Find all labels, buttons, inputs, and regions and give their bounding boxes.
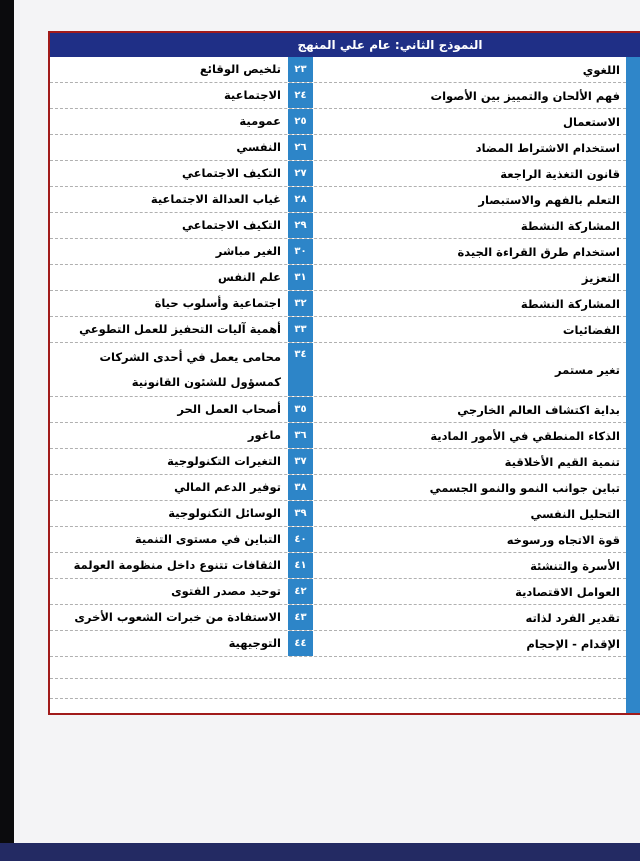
question-number: ٣٨	[288, 475, 313, 500]
table-row	[50, 343, 626, 397]
question-number: ٢٤	[288, 83, 313, 108]
right-answer-cell: الأسرة والتنشئة	[530, 558, 620, 573]
question-number: ٣٩	[288, 501, 313, 526]
table-row	[50, 423, 626, 449]
right-answer-cell: تباين جوانب النمو والنمو الجسمي	[429, 480, 620, 495]
table-row	[50, 631, 626, 657]
right-answer-cell: المشاركة النشطة	[520, 296, 620, 311]
table-row	[50, 187, 626, 213]
right-answer-cell	[298, 679, 626, 698]
question-number: ٣٠	[288, 239, 313, 264]
left-answer-cell: أصحاب العمل الحر	[177, 402, 281, 416]
question-number: ٣٧	[288, 449, 313, 474]
left-answer-cell: توحيد مصدر الفتوى	[171, 584, 281, 598]
table-row	[50, 239, 626, 265]
right-answer-cell: الذكاء المنطقي في الأمور المادية	[430, 428, 620, 443]
right-answer-cell: التحليل النفسي	[530, 506, 620, 521]
left-answer-cell: تلخيص الوقائع	[199, 62, 281, 76]
right-answer-cell: تقدير الفرد لذاته	[525, 610, 620, 625]
table-row	[50, 109, 626, 135]
question-number: ٢٨	[288, 187, 313, 212]
table-row	[50, 291, 626, 317]
table-row	[50, 657, 626, 679]
right-answer-cell: تغير مستمر	[554, 362, 620, 377]
question-number: ٤٠	[288, 527, 313, 552]
left-edge-shadow	[0, 0, 14, 861]
left-answer-cell: التكيف الاجتماعي	[181, 218, 281, 232]
table-row	[50, 605, 626, 631]
right-answer-cell: قانون التغذية الراجعة	[500, 166, 620, 181]
table-row	[50, 161, 626, 187]
right-answer-cell: التعزيز	[581, 270, 620, 285]
answer-table	[50, 57, 626, 699]
right-answer-cell: بداية اكتشاف العالم الخارجي	[457, 402, 620, 417]
right-answer-cell: المشاركة النشطة	[520, 218, 620, 233]
question-number	[288, 679, 313, 698]
right-answer-cell: قوة الاتجاه ورسوخه	[506, 532, 620, 547]
question-number: ٢٣	[288, 57, 313, 82]
question-number: ٣٦	[288, 423, 313, 448]
answer-key-sheet	[48, 31, 640, 715]
question-number: ٣٣	[288, 317, 313, 342]
table-row	[50, 527, 626, 553]
left-answer-cell: محامى يعمل في أحدى الشركات كمسؤول للشئون القانونية	[99, 350, 281, 389]
left-answer-cell: التغيرات التكنولوجية	[167, 454, 281, 468]
table-row	[50, 83, 626, 109]
question-number: ٣٥	[288, 397, 313, 422]
question-number: ٣١	[288, 265, 313, 290]
left-answer-cell	[50, 657, 285, 678]
left-answer-cell: الغير مباشر	[215, 244, 281, 258]
question-number: ٤١	[288, 553, 313, 578]
table-row	[50, 475, 626, 501]
question-number: ٢٥	[288, 109, 313, 134]
left-answer-cell	[50, 679, 285, 698]
left-answer-cell: الاجتماعية	[223, 88, 281, 102]
table-row	[50, 213, 626, 239]
table-row	[50, 579, 626, 605]
right-answer-cell: اللغوي	[582, 62, 620, 77]
left-answer-cell: توفير الدعم المالي	[174, 480, 281, 494]
left-answer-cell: النفسي	[236, 140, 281, 154]
question-number: ٣٤	[288, 343, 313, 396]
question-number: ٢٩	[288, 213, 313, 238]
left-answer-cell: علم النفس	[217, 270, 281, 284]
right-answer-cell	[298, 657, 626, 678]
table-header	[50, 33, 640, 57]
right-answer-cell: العوامل الاقتصادية	[515, 584, 620, 599]
right-answer-cell: الإقدام - الإحجام	[526, 636, 620, 651]
right-answer-cell: استخدام الاشتراط المضاد	[475, 140, 620, 155]
table-row	[50, 135, 626, 161]
question-number: ٤٢	[288, 579, 313, 604]
left-answer-cell: الثقافات تتنوع داخل منظومة العولمة	[73, 558, 281, 572]
table-row	[50, 449, 626, 475]
right-answer-cell: استخدام طرق القراءة الجيدة	[457, 244, 620, 259]
question-number: ٤٤	[288, 631, 313, 656]
question-number: ٢٧	[288, 161, 313, 186]
left-answer-cell: التوجيهية	[228, 636, 281, 650]
left-answer-cell: اجتماعية وأسلوب حياة	[154, 296, 281, 310]
table-row	[50, 317, 626, 343]
table-row	[50, 553, 626, 579]
table-row	[50, 501, 626, 527]
right-answer-cell: فهم الألحان والتمييز بين الأصوات	[430, 88, 620, 103]
right-accent-bar	[626, 57, 640, 713]
right-answer-cell: الاستعمال	[562, 114, 620, 129]
page-title: النموذج الثاني: عام علي المنهج	[297, 38, 483, 52]
left-answer-cell: أهمية آليات التحفيز للعمل التطوعي	[79, 322, 281, 336]
question-number: ٤٣	[288, 605, 313, 630]
left-answer-cell: غياب العدالة الاجتماعية	[150, 192, 281, 206]
table-row	[50, 397, 626, 423]
left-answer-cell: التباين في مستوى التنمية	[134, 532, 281, 546]
bottom-page-bar	[0, 843, 640, 861]
right-answer-cell: تنمية القيم الأخلاقية	[504, 454, 620, 469]
left-answer-cell: التكيف الاجتماعي	[181, 166, 281, 180]
question-number: ٢٦	[288, 135, 313, 160]
left-answer-cell: ماغور	[247, 428, 281, 442]
left-answer-cell: الاستفادة من خبرات الشعوب الأخرى	[74, 610, 281, 624]
left-answer-cell: الوسائل التكنولوجية	[168, 506, 281, 520]
question-number	[288, 657, 313, 678]
table-row	[50, 265, 626, 291]
table-row	[50, 57, 626, 83]
left-answer-cell: عمومية	[239, 114, 281, 128]
right-answer-cell: الفضائيات	[562, 322, 620, 337]
question-number: ٣٢	[288, 291, 313, 316]
right-answer-cell: التعلم بالفهم والاستبصار	[478, 192, 620, 207]
table-row	[50, 679, 626, 699]
